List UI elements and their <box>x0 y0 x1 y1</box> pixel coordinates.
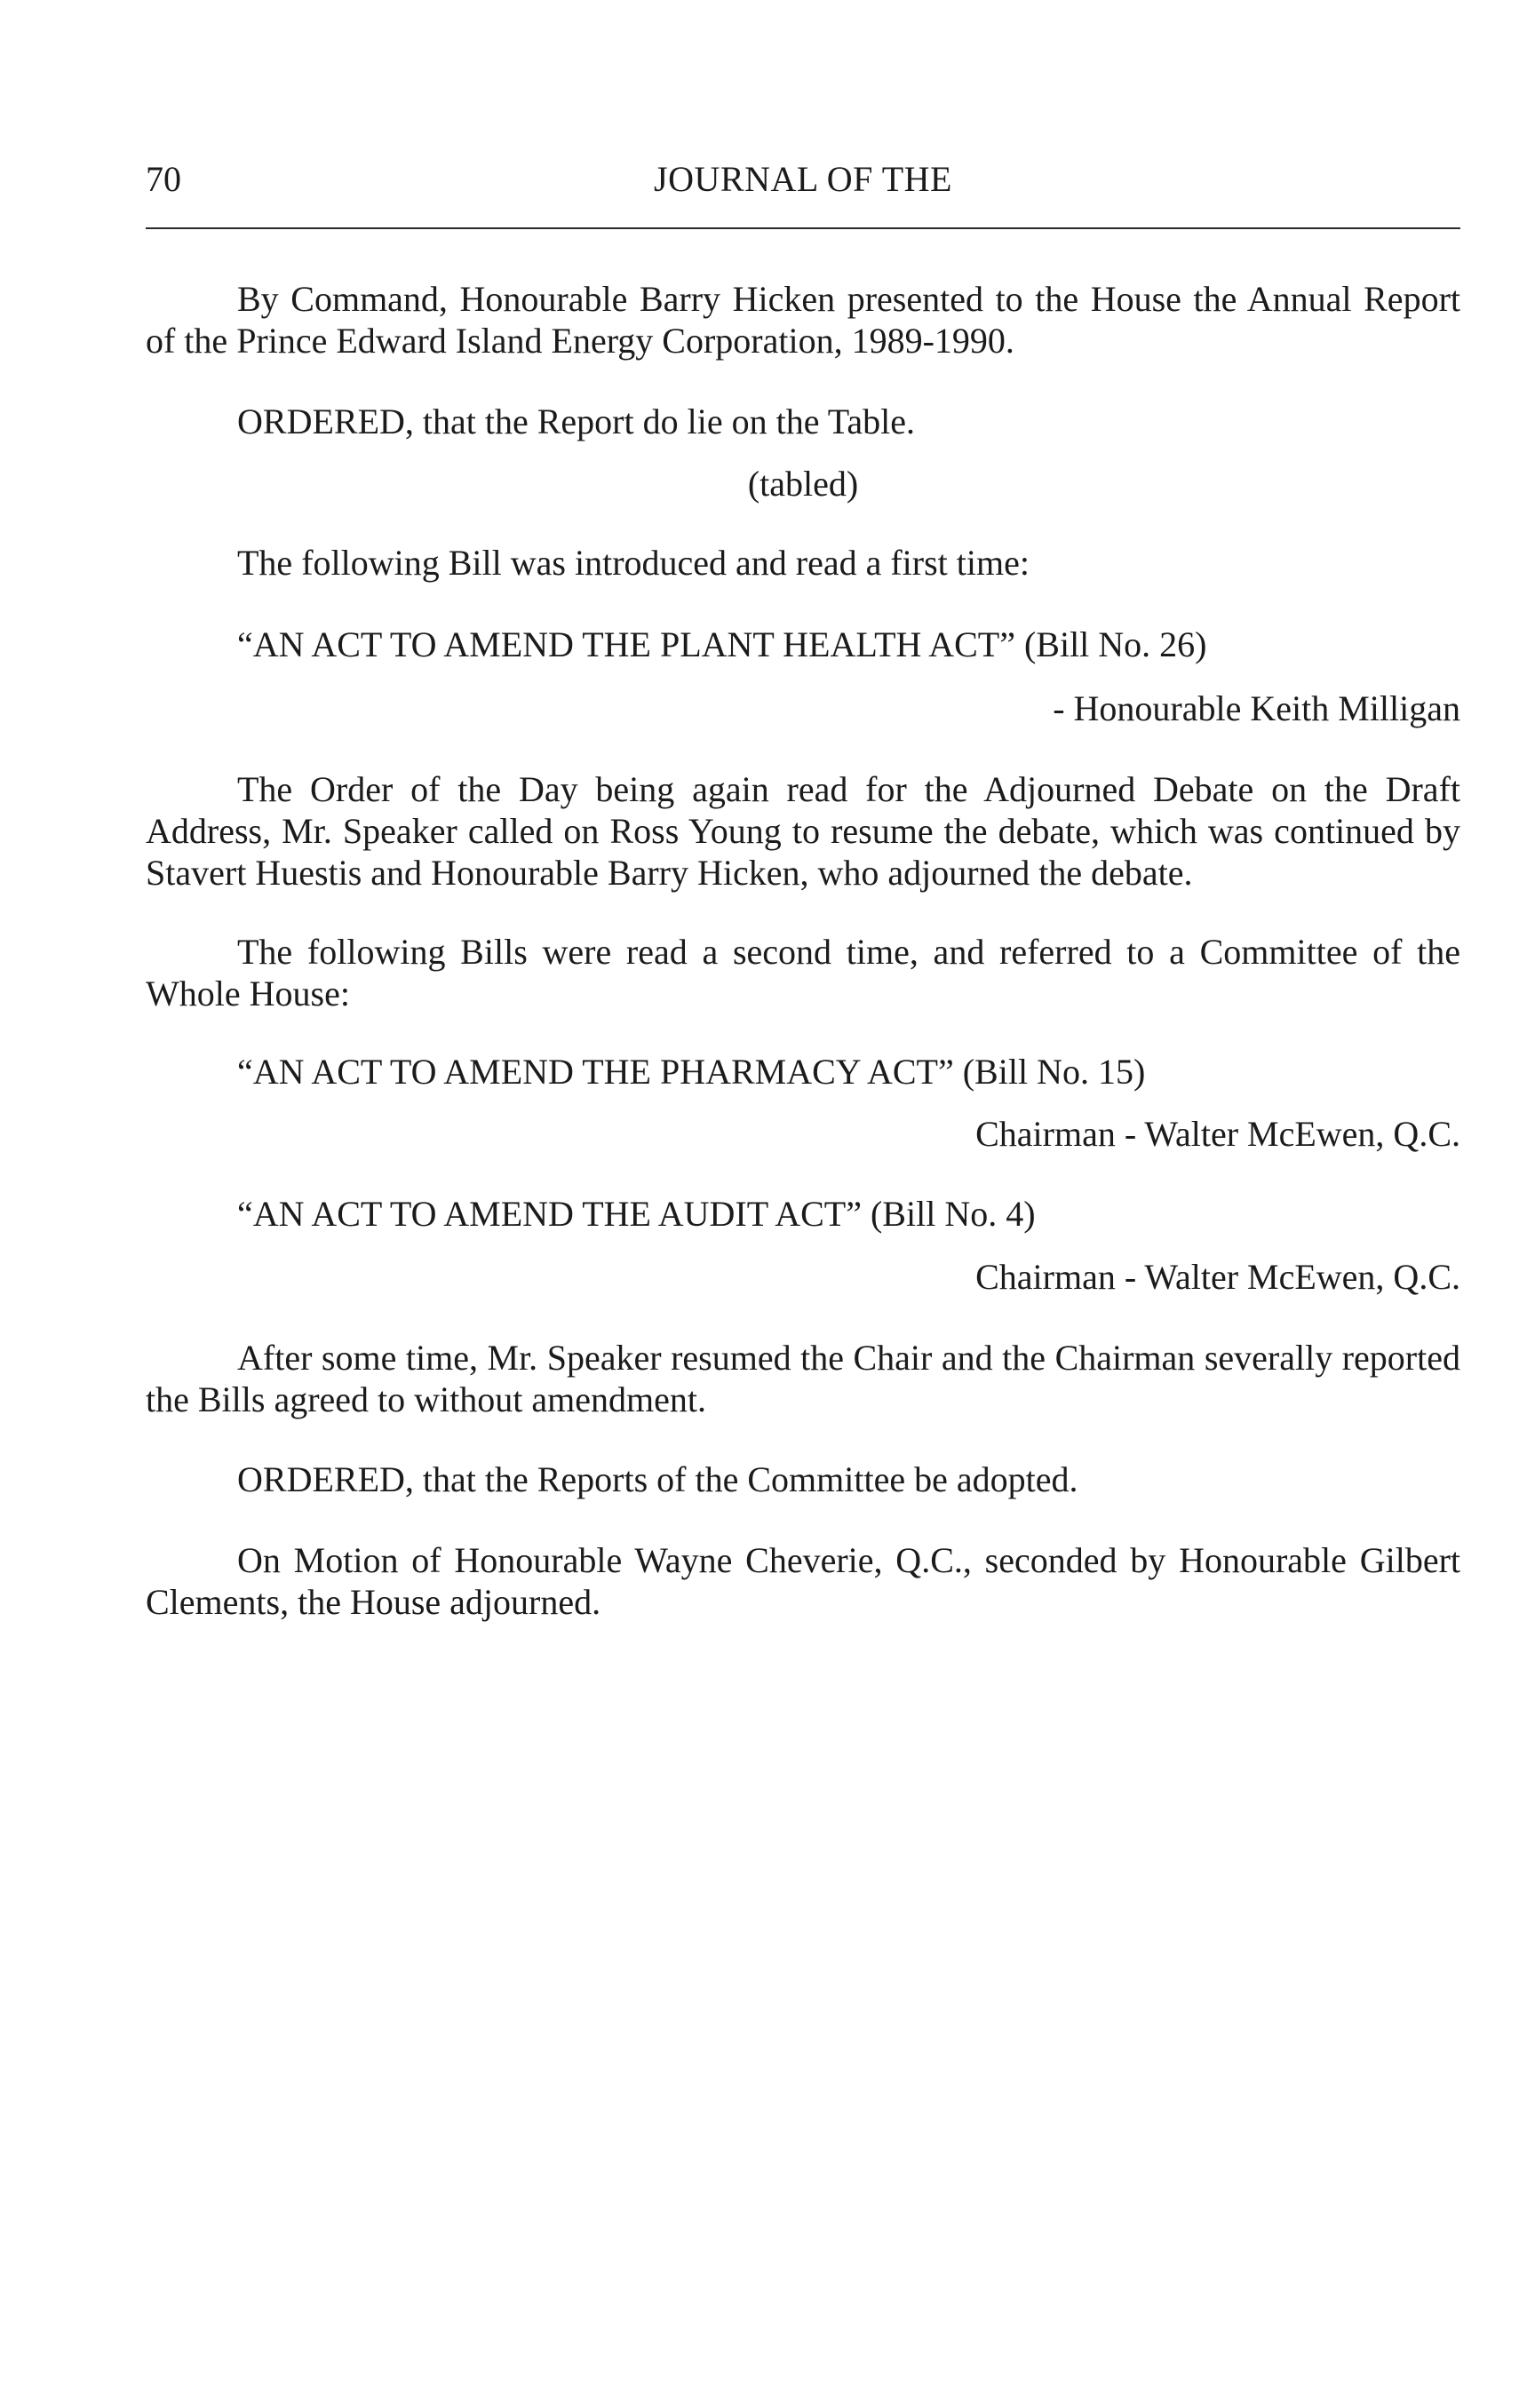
paragraph-annual-report <box>146 278 1460 362</box>
ordered-text: ORDERED, that the Reports of the Committee be adopted. <box>237 1459 1078 1499</box>
bill-15-chairman <box>146 1113 1460 1155</box>
paragraph-text: By Command, Honourable Barry Hicken presented to the House the Annual Report of the Prince Edward Island Energy Corporation, 1989-1990. <box>146 279 1460 361</box>
paragraph-text: The Order of the Day being again read for the Adjourned Debate on the Draft Address, Mr. Speaker called on Ross Young to resume the debate, which was continued by Stavert Huestis and Honourable Barry Hicken, who adjourned the debate. <box>146 769 1460 893</box>
paragraph-text: After some time, Mr. Speaker resumed the Chair and the Chairman severally reported the Bills agreed to without amendment. <box>146 1338 1460 1419</box>
tabled-text: (tabled) <box>747 464 859 504</box>
paragraph-second-reading <box>146 931 1460 1014</box>
first-reading-intro <box>146 542 1460 584</box>
ordered-report-line <box>146 401 1460 442</box>
header-rule <box>146 227 1460 229</box>
running-title: JOURNAL OF THE <box>654 159 952 199</box>
chairman-text: Chairman - Walter McEwen, Q.C. <box>975 1114 1460 1154</box>
ordered-reports-adopted <box>146 1458 1460 1500</box>
paragraph-text: On Motion of Honourable Wayne Cheverie, Q.C., seconded by Honourable Gilbert Clements, the House adjourned. <box>146 1540 1460 1622</box>
ordered-text: ORDERED, that the Report do lie on the Table. <box>237 401 915 441</box>
tabled-note <box>146 463 1460 505</box>
chairman-text: Chairman - Walter McEwen, Q.C. <box>975 1257 1460 1297</box>
page-number: 70 <box>146 159 181 199</box>
intro-text: The following Bill was introduced and read a first time: <box>237 543 1030 583</box>
paragraph-adjourned <box>146 1539 1460 1623</box>
bill-4-chairman <box>146 1256 1460 1298</box>
bill-4-title <box>146 1193 1460 1235</box>
bill-15-title <box>146 1051 1460 1093</box>
paragraph-after-some-time <box>146 1337 1460 1420</box>
page-header <box>146 156 1460 210</box>
paragraph-text: The following Bills were read a second time, and referred to a Committee of the Whole House: <box>146 932 1460 1013</box>
bill-26-sponsor <box>146 687 1460 729</box>
bill-title-text: “AN ACT TO AMEND THE PHARMACY ACT” (Bill No. 15) <box>237 1052 1146 1092</box>
bill-title-text: “AN ACT TO AMEND THE AUDIT ACT” (Bill No. 4) <box>237 1194 1036 1234</box>
paragraph-order-of-day <box>146 768 1460 894</box>
bill-title-text: “AN ACT TO AMEND THE PLANT HEALTH ACT” (Bill No. 26) <box>237 624 1207 664</box>
bill-26-title <box>146 624 1460 665</box>
sponsor-text: - Honourable Keith Milligan <box>1053 688 1460 728</box>
